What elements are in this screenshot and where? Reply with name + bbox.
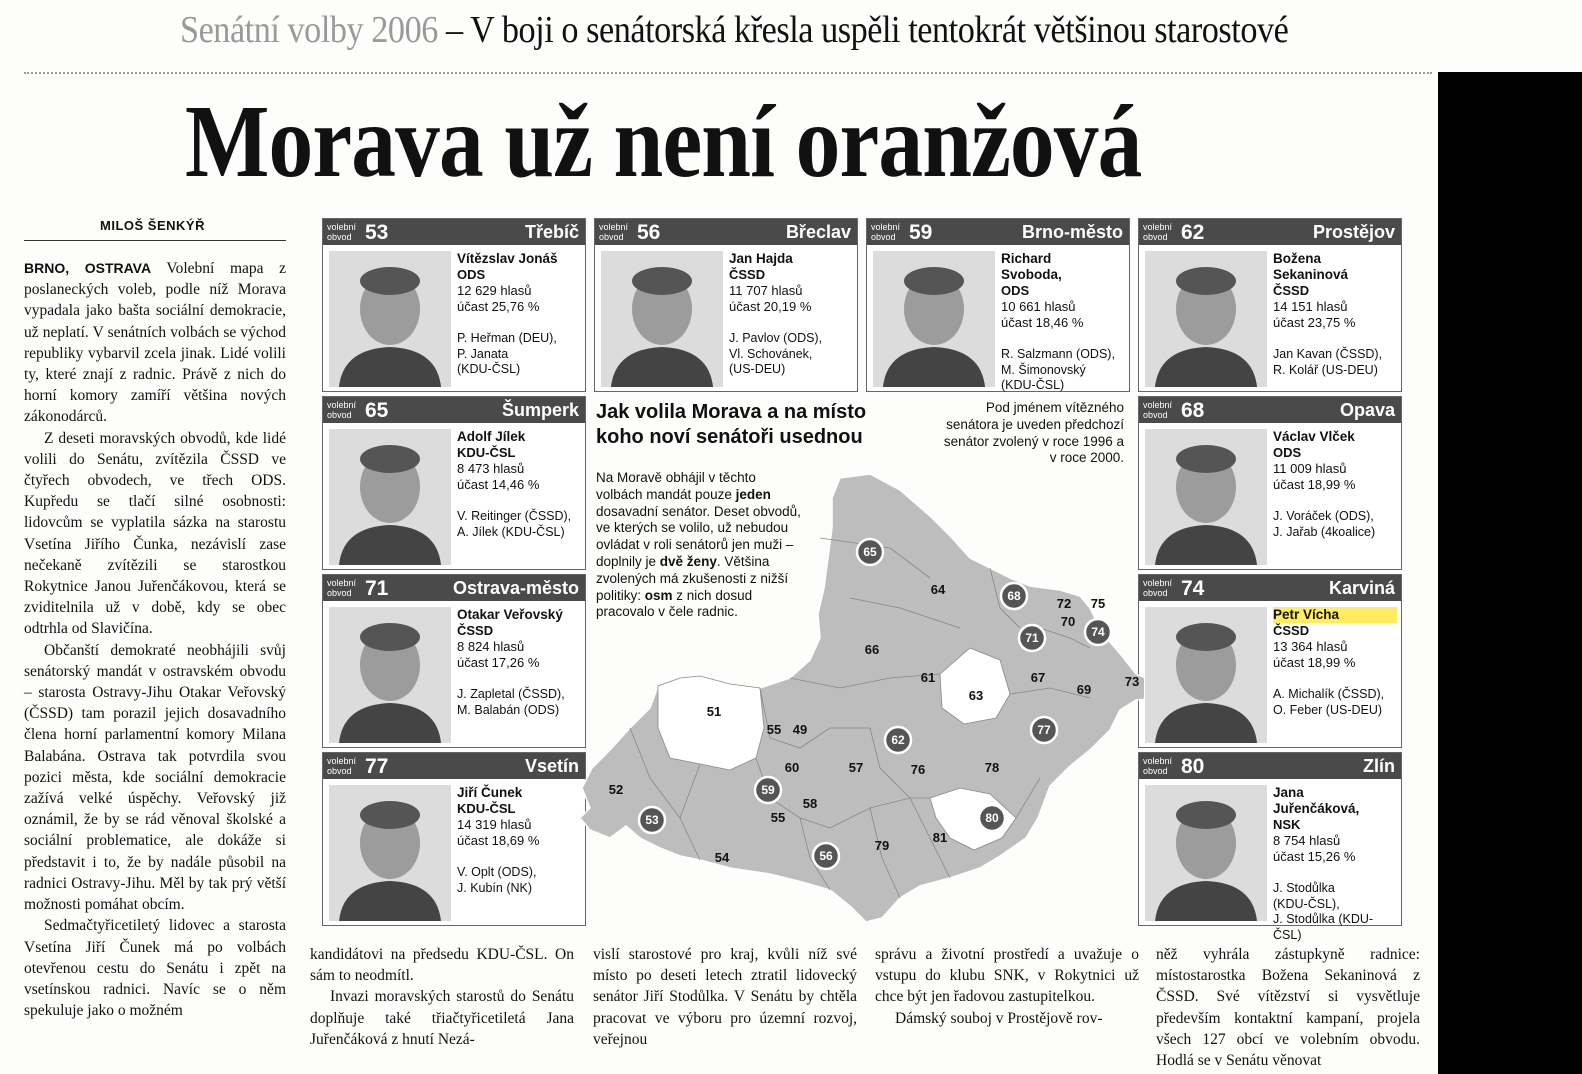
district-label: 69 [1076,682,1092,697]
card-header [867,219,1129,245]
candidate-photo [329,251,451,387]
card-district-name: Břeclav [785,222,851,242]
candidate-party: NSK [1273,817,1301,832]
candidate-info [1273,607,1397,717]
card-district-name: Prostějov [1312,222,1395,242]
article-column-1 [24,258,286,1021]
candidate-card [1138,218,1402,392]
candidate-name: Vítězslav Jonáš [457,251,558,266]
portrait-icon [1145,607,1267,743]
article-paragraph [24,258,286,428]
portrait-icon [329,785,451,921]
card-district-name: Opava [1339,400,1395,420]
card-district-number: 74 [1181,577,1205,600]
badge-label: 56 [819,849,833,863]
map-text-g: z nich dosud pracovalo v čele radnic. [596,587,753,620]
candidate-turnout: účast 25,76 % [457,299,540,314]
candidate-card [322,752,586,926]
article-paragraph: kandidátovi na předsedu KDU-ČSL. On sám to neodmítl. [310,946,574,985]
card-district-number: 71 [365,577,389,600]
card-district-number: 65 [365,399,389,422]
card-obvod-label: volební obvod [871,222,901,242]
district-label: 60 [784,760,800,775]
previous-senators: A. Michalík (ČSSD), O. Feber (US-DEU) [1273,687,1385,717]
candidate-info [457,607,581,717]
district-label: 64 [930,582,946,597]
district-label: 76 [910,762,926,777]
map-note: Pod jménem vítězného senátora je uveden předchozí senátor zvolený v roce 1996 a v roce 2000. [943,400,1124,466]
card-header [595,219,857,245]
article-column-2 [310,944,574,1050]
candidate-name: Otakar Veřovský [457,607,563,622]
card-header [323,753,585,779]
portrait-icon [873,251,995,387]
divider [24,72,1432,74]
scan-edge [1438,72,1582,1074]
kicker-strip [0,0,1440,72]
candidate-votes: 10 661 hlasů [1001,299,1076,314]
card-header [1139,753,1401,779]
card-district-name: Zlín [1363,756,1395,776]
map-text-e: . Většina zvolených má zkušenosti z nižší politiky: [596,553,789,603]
candidate-party: ČSSD [457,623,494,638]
article-paragraph: vislí starostové pro kraj, kvůli níž své místo po deseti letech ztratil lidovecký senátor Jiří Stodůlka. V Senátu by chtěla pracovat ve výboru pro územní rozvoj, veřejnou [593,946,857,1048]
article-paragraph: Občanští demokraté neobhájili svůj senátorský mandát v ostravském obvodu – starosta Ostravy-Jihu Otakar Veřovský (ČSSD) tam porazil jejich dosavadního člena horní parlamentní komory Milana Balabána. Ostrava tak potvrdila svou pozici města, kde sociální demokracie zažívá velké úspěchy. Veřovský již oznámil, že by se rád věnoval školské a sociální problematice, ale dokáže si představit i to, že by nadále působil na radnici Ostravy-Jihu. Měl by tak prý větší možnosti pomáhat obcím. [24,641,286,914]
candidate-card [866,218,1130,392]
candidate-card [322,396,586,570]
district-label: 49 [792,722,808,737]
card-header [1139,397,1401,423]
district-badge [639,807,665,833]
article-paragraph: Invazi moravských starostů do Senátu doplňuje také třiačtyřicetiletá Jana Juřenčáková z hnutí Nezá- [310,988,574,1048]
map-title: Jak volila Morava a na místo koho noví senátoři usednou [596,401,867,448]
card-district-number: 80 [1181,755,1205,778]
candidate-card [1138,396,1402,570]
kicker-section: Senátní volby 2006 [180,9,438,51]
candidate-photo [329,429,451,565]
district-badge [1001,583,1027,609]
candidate-name: Václav Vlček [1273,429,1355,444]
candidate-turnout: účast 18,69 % [457,833,540,848]
district-badge [857,539,883,565]
candidate-info [1001,251,1125,392]
candidate-photo [601,251,723,387]
candidate-party: ODS [1001,283,1030,298]
candidate-info [457,251,581,376]
portrait-icon [329,607,451,743]
district-label: 72 [1056,596,1072,611]
map-text-d: dvě ženy [659,553,717,569]
card-district-number: 59 [909,221,933,244]
candidate-party: ČSSD [1273,623,1310,638]
candidate-votes: 14 319 hlasů [457,817,532,832]
badge-label: 65 [863,545,877,559]
card-district-number: 68 [1181,399,1205,422]
dateline: BRNO, OSTRAVA [24,260,152,276]
card-district-number: 53 [365,221,389,244]
card-district-name: Vsetín [524,756,579,776]
card-obvod-label: volební obvod [1143,400,1173,420]
candidate-info [729,251,853,376]
district-label: 55 [766,722,782,737]
map-text-f: osm [644,587,673,603]
card-obvod-label: volební obvod [1143,578,1173,598]
article-paragraph: Sedmačtyřicetiletý lidovec a starosta Vsetína Jiří Čunek má po volbách otevřenou cestu do Senátu i zpět na vsetínskou radnici. Navíc se o něm spekuluje jako o možném [24,917,286,1020]
article-column-5 [1156,944,1420,1071]
author-rule [24,240,286,241]
badge-label: 74 [1091,625,1105,639]
article-paragraph: něž vyhrála zástupkyně radnice: místostarostka Božena Sekaninová z ČSSD. Své vítězství si vysvětluje především kontaktní kampaní, projela všech 127 obcí ve volebním obvodu. Hodlá se v Senátu věnovat [1156,946,1420,1070]
candidate-name: Božena Sekaninová [1273,251,1349,282]
candidate-info [457,785,581,895]
candidate-votes: 11 009 hlasů [1273,461,1347,476]
portrait-icon [601,251,723,387]
district-51 [658,676,764,770]
portrait-icon [1145,429,1267,565]
district-label: 75 [1090,596,1106,611]
headline: Morava už není oranžová [185,84,1142,199]
card-district-name: Ostrava-město [452,578,579,598]
candidate-votes: 14 151 hlasů [1273,299,1348,314]
card-header [1139,575,1401,601]
district-label: 58 [802,796,818,811]
candidate-name: Jiří Čunek [457,785,523,800]
previous-senators: R. Salzmann (ODS), M. Šimonovský (KDU-ČSL) [1001,347,1115,392]
card-header [323,575,585,601]
card-header [1139,219,1401,245]
card-header [323,219,585,245]
article-column-3 [593,944,857,1050]
card-district-name: Karviná [1328,578,1395,598]
candidate-votes: 8 754 hlasů [1273,833,1341,848]
candidate-party: ČSSD [729,267,766,282]
badge-label: 80 [985,811,999,825]
candidate-photo [1145,429,1267,565]
candidate-name: Richard Svoboda, [1001,251,1062,282]
candidate-turnout: účast 18,46 % [1001,315,1084,330]
kicker [180,8,1288,52]
candidate-photo [1145,607,1267,743]
card-obvod-label: volební obvod [1143,756,1173,776]
article-paragraph: Z deseti moravských obvodů, kde lidé volili do Senátu, zvítězila ČSSD ve čtyřech obvodech, ve třech ODS. Kupředu se tlačí silné osobnosti: lidovcům se vyplatila sázka na starostu Vsetína Jiřího Čunka, nezávislí zase nečekaně zvítězili se starostkou Rokytnice Janou Juřenčákovou, která se zviditelnila už v době, kdy se obec odtrhla od Slavičína. [24,429,286,638]
district-label: 54 [714,850,730,865]
candidate-votes: 8 473 hlasů [457,461,525,476]
candidate-votes: 13 364 hlasů [1273,639,1348,654]
card-obvod-label: volební obvod [327,400,357,420]
district-badge [813,843,839,869]
candidate-party: KDU-ČSL [457,445,516,460]
card-district-number: 62 [1181,221,1205,244]
district-label: 63 [968,688,984,703]
previous-senators: J. Voráček (ODS), J. Jařab (4koalice) [1273,509,1376,539]
card-header [323,397,585,423]
candidate-turnout: účast 15,26 % [1273,849,1356,864]
district-label: 61 [920,670,936,685]
portrait-icon [329,251,451,387]
article-column-4 [875,944,1139,1029]
card-district-name: Šumperk [501,400,579,420]
map-text-b: jeden [735,486,771,502]
card-obvod-label: volební obvod [1143,222,1173,242]
candidate-party: ČSSD [1273,283,1310,298]
district-label: 55 [770,810,786,825]
moravia-map [570,398,1144,946]
candidate-name: Petr Vícha [1273,607,1397,623]
district-badge [1019,625,1045,651]
previous-senators: J. Stodůlka (KDU-ČSL), J. Stodůlka (KDU-ČSL) [1273,881,1374,942]
candidate-photo [873,251,995,387]
district-label: 73 [1124,674,1140,689]
badge-label: 77 [1037,723,1051,737]
candidate-votes: 11 707 hlasů [729,283,803,298]
district-label: 51 [706,704,722,719]
district-label: 66 [864,642,880,657]
district-label: 70 [1060,614,1076,629]
card-district-name: Brno-město [1021,222,1123,242]
candidate-card [322,574,586,748]
district-badge [885,727,911,753]
candidate-party: KDU-ČSL [457,801,516,816]
badge-label: 53 [645,813,659,827]
card-obvod-label: volební obvod [599,222,629,242]
candidate-photo [329,785,451,921]
candidate-info [1273,785,1397,942]
candidate-card [594,218,858,392]
badge-label: 71 [1025,631,1039,645]
candidate-photo [329,607,451,743]
previous-senators: J. Zapletal (ČSSD), M. Balabán (ODS) [457,687,565,717]
map-text-a: Na Moravě obhájil v těchto volbách mandát pouze [596,470,756,502]
previous-senators: Jan Kavan (ČSSD), R. Kolář (US-DEU) [1273,347,1383,377]
badge-label: 59 [761,783,775,797]
card-district-number: 56 [637,221,661,244]
district-label: 81 [932,830,948,845]
badge-label: 68 [1007,589,1021,603]
district-label: 67 [1030,670,1046,685]
candidate-turnout: účast 18,99 % [1273,655,1356,670]
candidate-turnout: účast 20,19 % [729,299,812,314]
candidate-photo [1145,785,1267,921]
district-badge [1085,619,1111,645]
author: MILOŠ ŠENKÝŘ [100,218,205,233]
portrait-icon [329,429,451,565]
candidate-photo [1145,251,1267,387]
candidate-name: Jan Hajda [729,251,793,266]
district-badge [979,805,1005,831]
district-label: 52 [608,782,624,797]
previous-senators: P. Heřman (DEU), P. Janata (KDU-ČSL) [457,331,557,376]
candidate-party: ODS [457,267,486,282]
kicker-subtitle: – V boji o senátorská křesla uspěli tentokrát většinou starostové [437,9,1289,51]
card-district-name: Třebíč [524,222,579,242]
card-obvod-label: volební obvod [327,222,357,242]
candidate-info [1273,429,1397,539]
map-text-c: dosavadní senátor. Deset obvodů, ve kterých se volilo, už nebudou ovládat v roli senátorů jen muži – doplnily je [596,503,801,569]
map-description [596,470,802,621]
district-label: 57 [848,760,864,775]
candidate-votes: 12 629 hlasů [457,283,532,298]
candidate-name: Adolf Jílek [457,429,526,444]
candidate-card [322,218,586,392]
candidate-turnout: účast 23,75 % [1273,315,1356,330]
district-badge [755,777,781,803]
candidate-card [1138,752,1402,942]
card-obvod-label: volební obvod [327,578,357,598]
paragraph-text: Volební mapa z poslaneckých voleb, podle níž Morava vypadala jako bašta sociální demokracie, už neplatí. V senátních volbách se východ republiky vybarvil zcela jinak. Lidé volili ty, které znají z radnic. Právě z nich do horní komory zamíří většina nových zákonodárců. [24,260,286,426]
portrait-icon [1145,785,1267,921]
candidate-name: Jana Juřenčáková, [1273,785,1360,816]
article-paragraph: Dámský souboj v Prostějově rov- [895,1009,1103,1027]
previous-senators: J. Pavlov (ODS), Vl. Schovánek, (US-DEU) [729,331,823,376]
candidate-votes: 8 824 hlasů [457,639,525,654]
candidate-turnout: účast 14,46 % [457,477,540,492]
candidate-turnout: účast 18,99 % [1273,477,1356,492]
district-label: 79 [874,838,890,853]
candidate-info [457,429,581,539]
article-paragraph: správu a životní prostředí a uvažuje o vstupu do klubu SNK, v Rokytnici už chce být jen řadovou zastupitelkou. [875,946,1139,1006]
card-district-number: 77 [365,755,389,778]
previous-senators: V. Oplt (ODS), J. Kubín (NK) [457,865,537,895]
candidate-card [1138,574,1402,748]
district-label: 78 [984,760,1000,775]
district-badge [1031,717,1057,743]
previous-senators: V. Reitinger (ČSSD), A. Jílek (KDU-ČSL) [457,509,572,539]
badge-label: 62 [891,733,905,747]
candidate-info [1273,251,1397,377]
card-obvod-label: volební obvod [327,756,357,776]
portrait-icon [1145,251,1267,387]
candidate-party: ODS [1273,445,1302,460]
candidate-turnout: účast 17,26 % [457,655,540,670]
